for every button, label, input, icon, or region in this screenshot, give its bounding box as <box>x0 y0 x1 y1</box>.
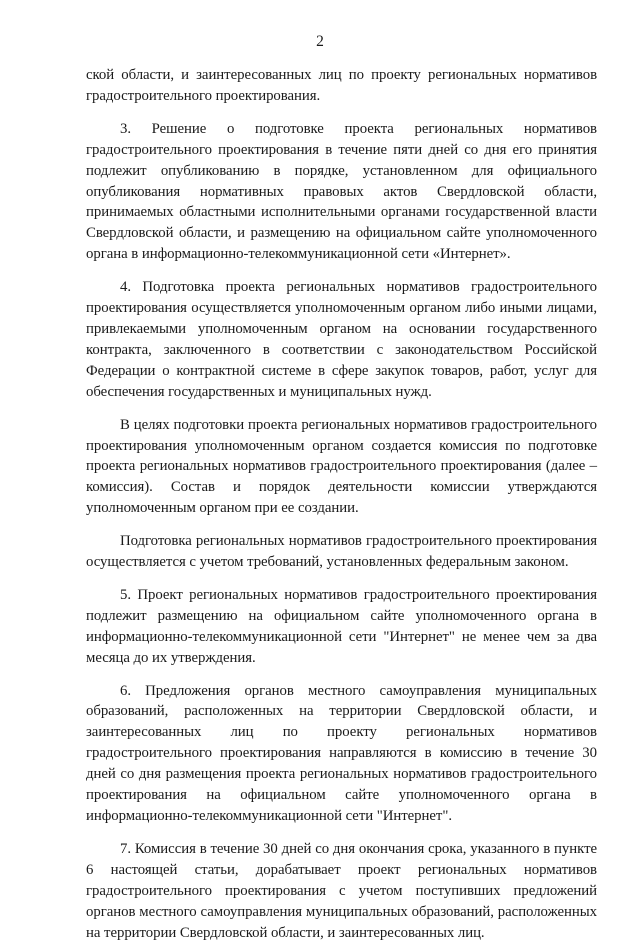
paragraph-continuation: ской области, и заинтересованных лиц по проекту региональных нормативов градостроительного проектирования. <box>86 67 597 104</box>
paragraph-item-5: 5. Проект региональных нормативов градостроительного проектирования подлежит размещению на официальном сайте уполномоченного органа в информационно-телекоммуникационной сети "Интернет" не менее чем за два месяца до их утверждения. <box>86 586 597 666</box>
paragraph-federal-law: Подготовка региональных нормативов градостроительного проектирования осуществляется с учетом требований, установленных федеральным законом. <box>86 533 597 571</box>
paragraph-item-7: 7. Комиссия в течение 30 дней со дня окончания срока, указанного в пункте 6 настоящей статьи, дорабатывает проект региональных нормативов градостроительного проектирования с учетом поступивших предложений органов местного самоуправления муниципальных образований, расположенных на территории Свердловской области, и заинтересованных лиц. <box>86 840 597 941</box>
paragraph-commission: В целях подготовки проекта региональных нормативов градостроительного проектирования уполномоченным органом создается комиссия по подготовке проекта региональных нормативов градостроительного проектирования (далее – комиссия). Состав и порядок деятельности комиссии утверждаются уполномоченным органом при ее создании. <box>86 416 597 517</box>
paragraph-item-3: 3. Решение о подготовке проекта региональных нормативов градостроительного проектирования в течение пяти дней со дня его принятия подлежит опубликованию в порядке, установленном для официального опубликования нормативных правовых актов Свердловской области, принимаемых областными исполнительными органами государственной власти Свердловской области, и размещению на официальном сайте уполномоченного органа в информационно-телекоммуникационной сети «Интернет». <box>86 120 597 263</box>
paragraph-item-4: 4. Подготовка проекта региональных нормативов градостроительного проектирования осуществляется уполномоченным органом либо иными лицами, привлекаемыми уполномоченным органом на основании государственного контракта, заключенного в соответствии с законодательством Российской Федерации о контрактной системе в сфере закупок товаров, работ, услуг для обеспечения государственных и муниципальных нужд. <box>86 279 597 400</box>
paragraph-item-6: 6. Предложения органов местного самоуправления муниципальных образований, расположенных на территории Свердловской области, и заинтересованных лиц по проекту региональных нормативов градостроительного проектирования направляются в комиссию в течение 30 дней со дня размещения проекта региональных нормативов градостроительного проектирования на официальном сайте уполномоченного органа в информационно-телекоммуникационной сети "Интернет". <box>86 682 597 824</box>
document-body <box>86 65 597 943</box>
page-number: 2 <box>316 33 324 50</box>
